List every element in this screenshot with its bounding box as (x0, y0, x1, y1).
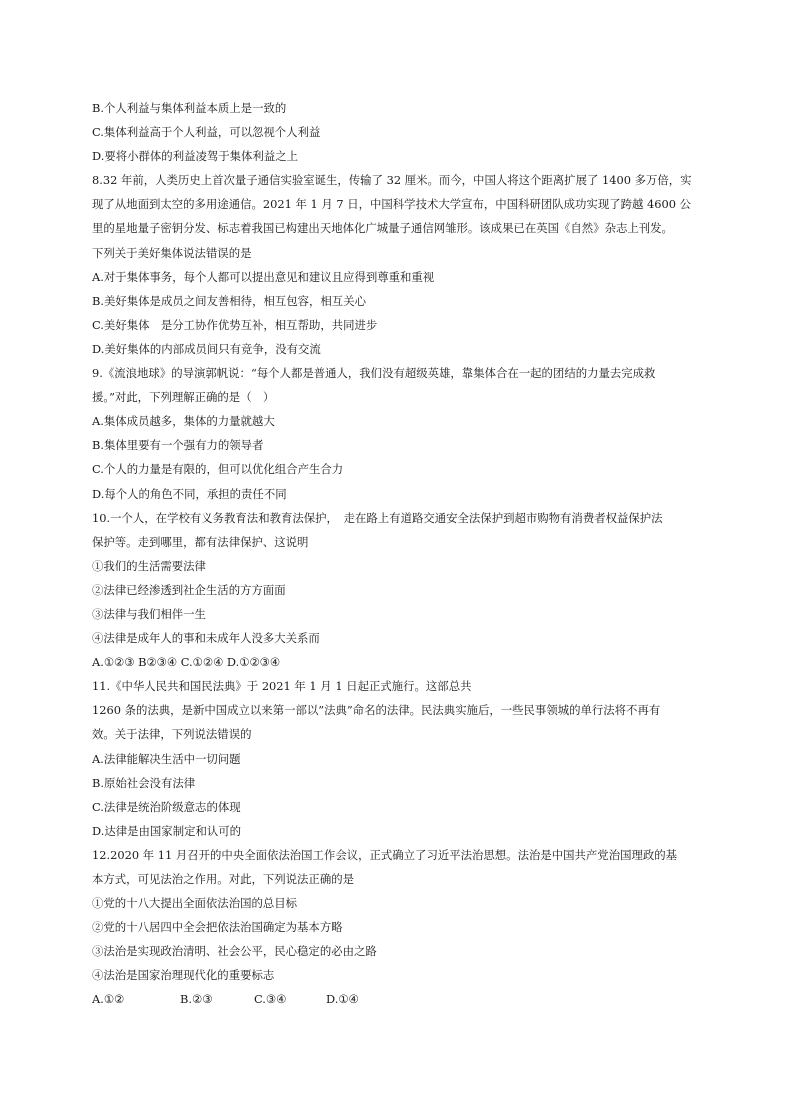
q12-item-3: ③法治是实现政治清明、社会公平，民心稳定的必由之路 (92, 944, 377, 959)
q10-item-4: ④法律是成年人的事和未成年人没多大关系而 (92, 631, 320, 646)
question-content (92, 96, 704, 1012)
q11-stem-line: 11.《中华人民共和国民法典》于 2021 年 1 月 1 日起正式施行。这部总共 (92, 679, 472, 694)
q9-option-b: B.集体里要有一个强有力的领导者 (92, 438, 264, 453)
q8-stem-line: 现了从地面到太空的多用途通信。2021 年 1 月 7 日，中国科学技术大学宣布，中国科研团队成功实现了跨越 4600 公 (92, 197, 692, 212)
q8-option-b: B.美好集体是成员之间友善相待，相互包容，相互关心 (92, 293, 366, 308)
q10-item-2: ②法律已经渗透到社企生活的方方面面 (92, 582, 286, 597)
q8-option-a: A.对于集体事务，每个人都可以提出意见和建议且应得到尊重和重视 (92, 269, 435, 284)
q12-item-2: ②党的十八居四中全会把依法治国确定为基本方略 (92, 920, 343, 935)
q8-option-d: D.美好集体的内部成员间只有竞争，没有交流 (92, 341, 321, 356)
q9-option-d: D.每个人的角色不同，承担的责任不同 (92, 486, 287, 501)
q9-option-c: C.个人的力量是有限的，但可以优化组合产生合力 (92, 462, 344, 477)
q8-stem-line: 里的星地量子密钥分发、标志着我国已构建出天地体化广城量子通信网雏形。该成果已在英国《自然》杂志上刊发。 (92, 221, 673, 236)
q8-option-c: C.美好集体 是分工协作优势互补，相互帮助，共同进步 (92, 317, 378, 332)
q8-stem-line: 8.32 年前，人类历史上首次量子通信实验室诞生，传输了 32 厘米。而今，中国人将这个距离扩展了 1400 多万倍，实 (92, 173, 692, 188)
q10-answer-options: A.①②③ B②③④ C.①②④ D.①②③④ (92, 655, 281, 670)
q9-stem-line: 9.《流浪地球》的导演郭帆说：“每个人都是普通人，我们没有超级英雄，靠集体合在一起的团结的力量去完成救 (92, 366, 656, 381)
q12-answer-d: D.①④ (326, 992, 359, 1007)
q12-answer-b: B.②③ (180, 992, 213, 1007)
q11-option-a: A.法律能解决生活中一切问题 (92, 751, 241, 766)
q7-option-c: C.集体利益高于个人利益，可以忽视个人利益 (92, 125, 321, 140)
q7-option-b: B.个人利益与集体利益本质上是一致的 (92, 101, 287, 115)
q12-stem-line: 本方式，可见法治之作用。对此，下列说法正确的是 (92, 872, 354, 886)
q12-item-4: ④法治是国家治理现代化的重要标志 (92, 968, 275, 983)
q12-stem-line: 12.2020 年 11 月召开的中央全面依法治国工作会议，正式确立了习近平法治思想。法治是中国共产党治国理政的基 (92, 847, 678, 862)
q11-stem-line: 效。关于法律，下列说法错误的 (92, 727, 252, 742)
q7-option-d: D.要将小群体的利益凌驾于集体利益之上 (92, 149, 298, 164)
q9-option-a: A.集体成员越多，集体的力量就越大 (92, 414, 275, 429)
q11-option-b: B.原始社会没有法律 (92, 775, 196, 790)
q10-item-3: ③法律与我们相伴一生 (92, 606, 206, 621)
q11-option-d: D.达律是由国家制定和认可的 (92, 823, 242, 838)
q10-stem-line: 10.一个人，在学校有义务教育法和教育法保护， 走在路上有道路交通安全法保护到超市购物有消费者权益保护法 (92, 510, 663, 525)
q10-stem-line: 保护等。走到哪里，都有法律保护、这说明 (92, 534, 309, 549)
q12-answer-a: A.①② (92, 992, 125, 1007)
q12-answer-c: C.③④ (254, 992, 287, 1007)
q11-option-c: C.法律是统治阶级意志的体现 (92, 799, 241, 814)
q11-stem-line: 1260 条的法典，是新中国成立以来第一部以”法典”命名的法律。民法典实施后，一些民事领城的单行法将不再有 (92, 703, 661, 718)
q12-item-1: ①党的十八大提出全面依法治国的总目标 (92, 896, 298, 911)
q9-stem-line: 援。”对此，下列理解正确的是（ ） (92, 390, 275, 405)
q12-answer-options (92, 987, 704, 1011)
q8-stem-line: 下列关于美好集体说法错误的是 (92, 245, 252, 260)
q10-item-1: ①我们的生活需要法律 (92, 558, 206, 573)
